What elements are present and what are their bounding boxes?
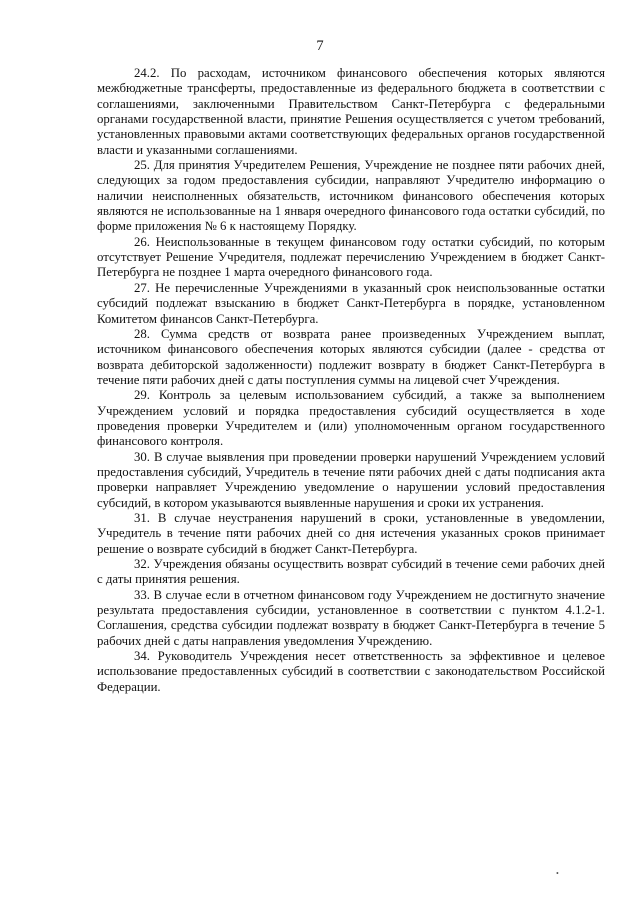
paragraph-26: 26. Неиспользованные в текущем финансовом году остатки субсидий, по которым отсутствует Решение Учредителя, подлежат перечислению Учреждением в бюджет Санкт-Петербурга не позднее 1 марта очередного финансового года. bbox=[97, 234, 605, 280]
paragraph-24-2: 24.2. По расходам, источником финансового обеспечения которых являются межбюджетные трансферты, предоставленные из федерального бюджета в соответствии с соглашениями, заключенными Правительством Санкт-Петербурга с федеральными органами государственной власти, принятие Решения осуществляется с учетом требований, установленных правовыми актами соответствующих федеральных органов государственной власти и указанными соглашениями. bbox=[97, 66, 605, 157]
paragraph-29: 29. Контроль за целевым использованием субсидий, а также за выполнением Учреждением условий и порядка предоставления субсидий осуществляется в ходе проведения проверки Учредителем и (или) уполномоченным органом государственного финансового контроля. bbox=[97, 388, 605, 449]
document-body bbox=[97, 66, 605, 695]
paragraph-25: 25. Для принятия Учредителем Решения, Учреждение не позднее пяти рабочих дней, следующих за годом предоставления субсидии, направляют Учредителю информацию о наличии неисполненных обязательств, источником финансового обеспечения которых являются не использованные на 1 января очередного финансового года остатки субсидий, по форме приложения № 6 к настоящему Порядку. bbox=[97, 158, 605, 234]
paragraph-31: 31. В случае неустранения нарушений в сроки, установленные в уведомлении, Учредитель в течение пяти рабочих дней со дня истечения указанных сроков принимает решение о возврате субсидий в бюджет Санкт-Петербурга. bbox=[97, 510, 605, 556]
paragraph-27: 27. Не перечисленные Учреждениями в указанный срок неиспользованные остатки субсидий подлежат взысканию в бюджет Санкт-Петербурга в порядке, установленном Комитетом финансов Санкт-Петербурга. bbox=[97, 280, 605, 326]
paragraph-32: 32. Учреждения обязаны осуществить возврат субсидий в течение семи рабочих дней с даты принятия решения. bbox=[97, 557, 605, 587]
paragraph-30: 30. В случае выявления при проведении проверки нарушений Учреждением условий предоставления субсидий, Учредитель в течение пяти рабочих дней с даты подписания акта проверки направляет Учреждению уведомление о нарушении условий предоставления субсидий, в котором указываются выявленные нарушения и сроки их устранения. bbox=[97, 449, 605, 510]
page-number: 7 bbox=[316, 38, 324, 54]
corner-mark: • bbox=[556, 869, 559, 878]
paragraph-28: 28. Сумма средств от возврата ранее произведенных Учреждением выплат, источником финансового обеспечения которых являются субсидии (далее - средства от возврата дебиторской задолженности) подлежит возврату в бюджет Санкт-Петербурга в течение пяти рабочих дней с даты поступления суммы на лицевой счет Учреждения. bbox=[97, 326, 605, 387]
paragraph-34: 34. Руководитель Учреждения несет ответственность за эффективное и целевое использование предоставленных субсидий в соответствии с законодательством Российской Федерации. bbox=[97, 649, 605, 694]
paragraph-33: 33. В случае если в отчетном финансовом году Учреждением не достигнуто значение результата предоставления субсидии, установленное в соответствии с пунктом 4.1.2-1. Соглашения, средства субсидии подлежат возврату в бюджет Санкт-Петербурга в течение 5 рабочих дней с даты направления уведомления Учреждению. bbox=[97, 587, 605, 648]
